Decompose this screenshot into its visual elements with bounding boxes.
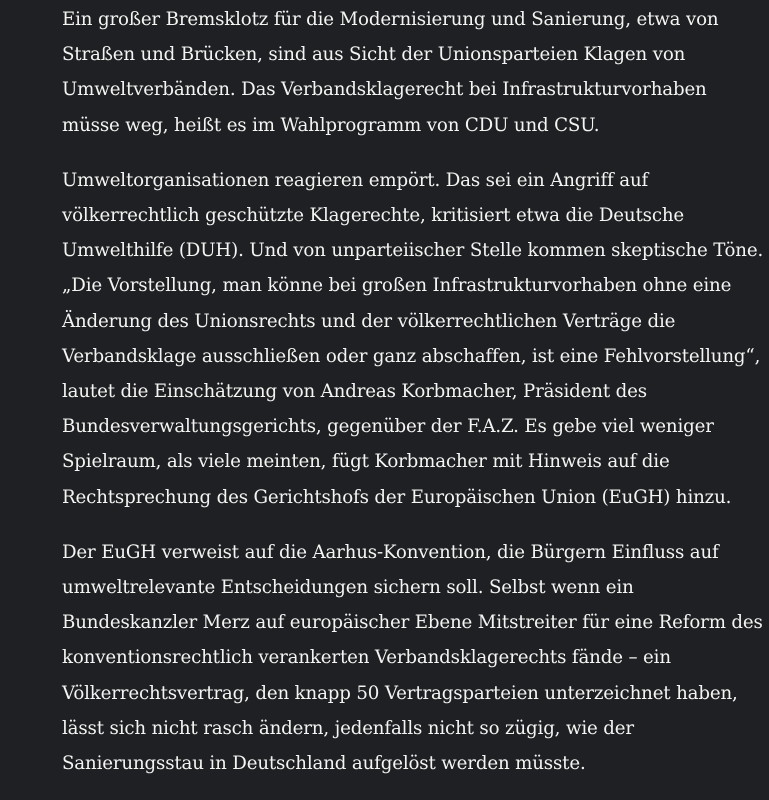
text-line: Umweltorganisationen reagieren empört. Das sei ein Angriff auf — [62, 169, 649, 191]
text-line: Der EuGH verweist auf die Aarhus-Konvention, die Bürgern Einfluss auf — [62, 541, 719, 563]
text-line: müsse weg, heißt es im Wahlprogramm von CDU und CSU. — [62, 114, 600, 136]
paragraph-1 — [62, 0, 762, 143]
text-line: „Die Vorstellung, man könne bei großen Infrastrukturvorhaben ohne eine — [62, 275, 732, 297]
paragraph-2 — [62, 163, 762, 515]
text-line: Umweltverbänden. Das Verbandsklagerecht bei Infrastrukturvorhaben — [62, 79, 707, 101]
text-line: Verbandsklage ausschließen oder ganz abschaffen, ist eine Fehlvorstellung“, — [62, 345, 761, 367]
text-line: Änderung des Unionsrechts und der völkerrechtlichen Verträge die — [62, 310, 676, 332]
text-line: Sanierungsstau in Deutschland aufgelöst werden müsste. — [62, 753, 586, 775]
text-line: konventionsrechtlich verankerten Verbandsklagerechts fände – ein — [62, 647, 671, 669]
text-line: Straßen und Brücken, sind aus Sicht der Unionsparteien Klagen von — [62, 44, 686, 66]
text-line: lautet die Einschätzung von Andreas Korbmacher, Präsident des — [62, 381, 647, 403]
text-line: Ein großer Bremsklotz für die Modernisierung und Sanierung, etwa von — [62, 9, 719, 30]
article-body — [62, 0, 762, 781]
text-line: Umwelthilfe (DUH). Und von unparteiischer Stelle kommen skeptische Töne. — [62, 240, 764, 262]
text-line: völkerrechtlich geschützte Klagerechte, kritisiert etwa die Deutsche — [62, 205, 685, 227]
text-line: Rechtsprechung des Gerichtshofs der Europäischen Union (EuGH) hinzu. — [62, 486, 732, 508]
text-line: Spielraum, als viele meinten, fügt Korbmacher mit Hinweis auf die — [62, 451, 670, 473]
text-line: Bundesverwaltungsgerichts, gegenüber der F.A.Z. Es gebe viel weniger — [62, 416, 714, 438]
text-line: lässt sich nicht rasch ändern, jedenfalls nicht so zügig, wie der — [62, 717, 634, 739]
text-line: Völkerrechtsvertrag, den knapp 50 Vertragsparteien unterzeichnet haben, — [62, 682, 738, 704]
text-line: umweltrelevante Entscheidungen sichern soll. Selbst wenn ein — [62, 577, 634, 599]
paragraph-3 — [62, 535, 762, 781]
text-line: Bundeskanzler Merz auf europäischer Ebene Mitstreiter für eine Reform des — [62, 612, 763, 634]
